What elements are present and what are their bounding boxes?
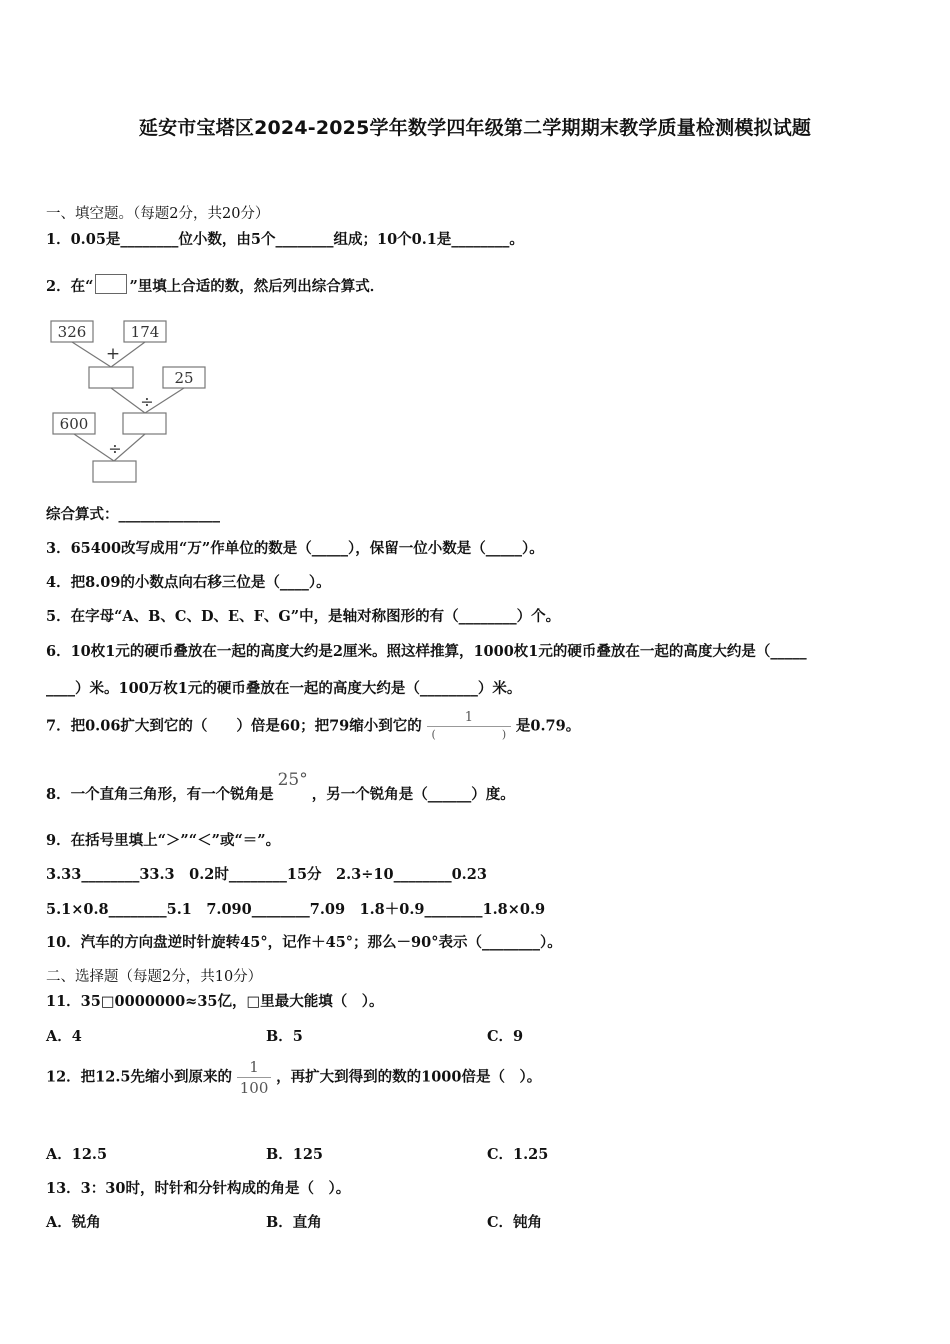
diagram-box-result <box>93 461 136 482</box>
q11-option-c[interactable]: C．9 <box>487 1028 524 1045</box>
plus-operator: + <box>105 344 121 364</box>
q13-option-a[interactable]: A．锐角 <box>46 1214 101 1231</box>
question-3: 3．65400改写成用“万”作单位的数是（_____），保留一位小数是（_____）。 <box>46 540 544 557</box>
q12-option-a[interactable]: A．12.5 <box>46 1146 108 1163</box>
question-9: 9．在括号里填上“＞”“＜”或“＝”。 <box>46 832 281 849</box>
q13-option-b[interactable]: B．直角 <box>266 1214 322 1231</box>
question-4: 4．把8.09的小数点向右移三位是（____）。 <box>46 574 331 591</box>
question-8-text-a: 8．一个直角三角形，有一个锐角是 <box>46 786 274 803</box>
question-2 <box>46 274 384 296</box>
question-7-text-b: 是0.79。 <box>515 717 581 735</box>
fraction-denominator: 100 <box>239 1079 269 1097</box>
fraction-numerator: 1 <box>249 1058 259 1076</box>
question-10: 10．汽车的方向盘逆时针旋转45°，记作＋45°；那么－90°表示（________）。 <box>46 934 562 951</box>
section-2-heading: 二、选择题（每题2分，共10分） <box>46 969 263 985</box>
question-12-fraction <box>237 1057 271 1098</box>
question-2-text-a: 2．在“ <box>46 278 94 295</box>
q12-option-b[interactable]: B．125 <box>266 1146 324 1163</box>
question-12 <box>46 1057 541 1098</box>
question-13: 13．3：30时，时针和分针构成的角是（ ）。 <box>46 1180 351 1197</box>
blank-box-icon <box>95 274 127 294</box>
divide-operator-2: ÷ <box>108 439 122 458</box>
question-6-line-2: ____）米。100万枚1元的硬币叠放在一起的高度大约是（________）米。 <box>46 680 522 697</box>
question-9-row-1: 3.33________33.3 0.2时________15分 2.3÷10________0.23 <box>46 866 487 883</box>
diagram-box-quotient <box>123 413 166 434</box>
q11-option-b[interactable]: B．5 <box>266 1028 303 1045</box>
q11-option-a[interactable]: A．4 <box>46 1028 82 1045</box>
q12-option-c[interactable]: C．1.25 <box>487 1146 549 1163</box>
diagram-number-600: 600 <box>59 415 89 433</box>
diagram-number-25: 25 <box>174 369 194 387</box>
diagram-box-sum <box>89 367 133 388</box>
question-2-formula: 综合算式：______________ <box>46 506 220 523</box>
diagram-number-174: 174 <box>130 323 160 341</box>
question-2-text-b: ”里填上合适的数，然后列出综合算式． <box>129 278 385 295</box>
question-7-fraction <box>427 710 511 743</box>
divide-operator-1: ÷ <box>140 392 154 411</box>
question-12-text-b: ，再扩大到得到的数的1000倍是（ ）。 <box>276 1068 542 1086</box>
fraction-denominator: ( ) <box>431 728 507 741</box>
question-6-line-1: 6．10枚1元的硬币叠放在一起的高度大约是2厘米。照这样推算，1000枚1元的硬币叠放在一起的高度大约是（_____ <box>46 643 807 660</box>
fraction-numerator: 1 <box>464 710 473 725</box>
diagram-number-326: 326 <box>57 323 87 341</box>
question-11: 11．35□0000000≈35亿，□里最大能填（ ）。 <box>46 993 384 1010</box>
question-7-text-a: 7．把0.06扩大到它的（ ）倍是60；把79缩小到它的 <box>46 717 422 735</box>
question-5: 5．在字母“A、B、C、D、E、F、G”中，是轴对称图形的有（________）个。 <box>46 608 561 625</box>
question-8-text-b: ，另一个锐角是（______）度。 <box>311 786 515 803</box>
page-title: 延安市宝塔区2024-2025学年数学四年级第二学期期末教学质量检测模拟试题 <box>138 117 812 139</box>
question-12-text-a: 12．把12.5先缩小到原来的 <box>46 1068 232 1086</box>
question-8 <box>46 770 515 804</box>
section-1-heading: 一、填空题。（每题2分，共20分） <box>46 206 270 222</box>
calculation-diagram <box>46 318 216 488</box>
question-1: 1．0.05是________位小数，由5个________组成；10个0.1是________。 <box>46 231 524 248</box>
angle-value: 25° <box>277 770 308 790</box>
question-9-row-2: 5.1×0.8________5.1 7.090________7.09 1.8＋0.9________1.8×0.9 <box>46 901 546 918</box>
q13-option-c[interactable]: C．钝角 <box>487 1214 543 1231</box>
question-7 <box>46 710 580 743</box>
